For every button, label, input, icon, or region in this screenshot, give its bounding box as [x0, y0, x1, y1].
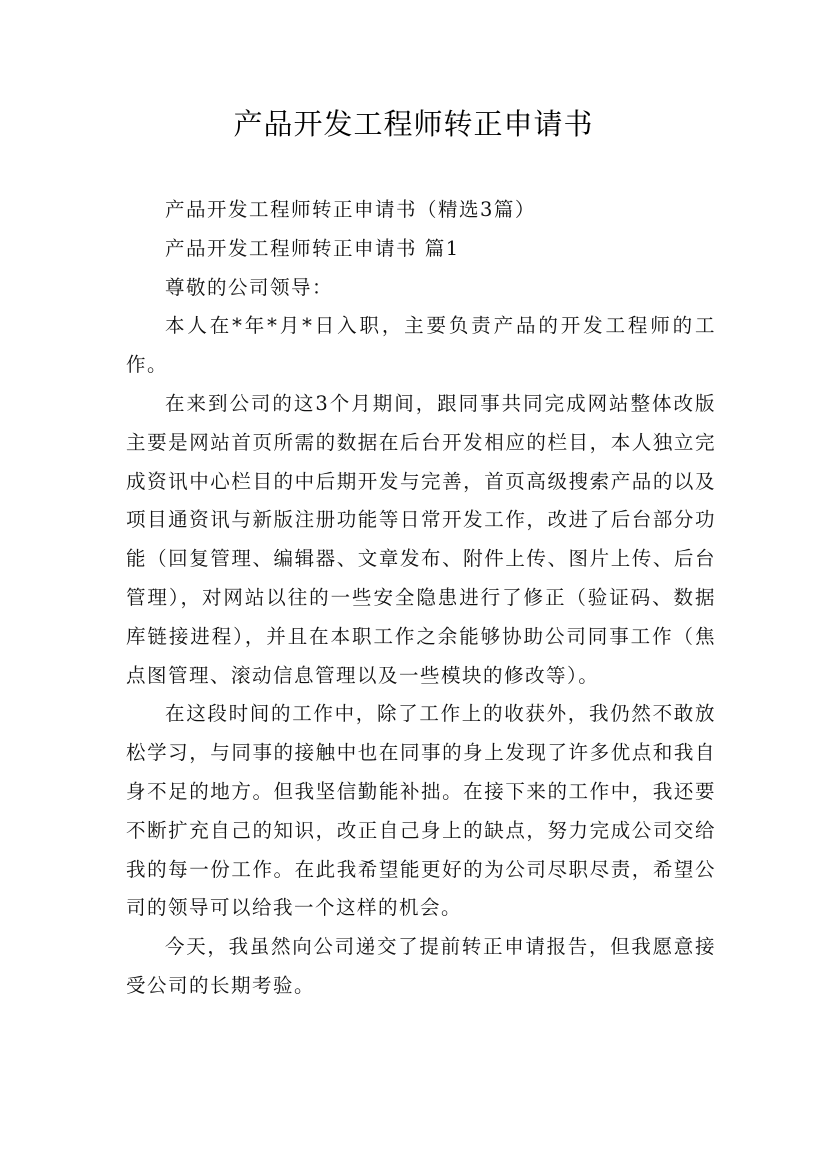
document-body	[126, 191, 716, 1006]
paragraph: 在来到公司的这3个月期间，跟同事共同完成网站整体改版主要是网站首页所需的数据在后台开发相应的栏目，本人独立完成资讯中心栏目的中后期开发与完善，首页高级搜索产品的以及项目通资讯与新版注册功能等日常开发工作，改进了后台部分功能（回复管理、编辑器、文章发布、附件上传、图片上传、后台管理），对网站以往的一些安全隐患进行了修正（验证码、数据库链接进程），并且在本职工作之余能够协助公司同事工作（焦点图管理、滚动信息管理以及一些模块的修改等）。	[126, 391, 716, 687]
paragraph: 在这段时间的工作中，除了工作上的收获外，我仍然不敢放松学习，与同事的接触中也在同事的身上发现了许多优点和我自身不足的地方。但我坚信勤能补拙。在接下来的工作中，我还要不断扩充自己的知识，改正自己身上的缺点，努力完成公司交给我的每一份工作。在此我希望能更好的为公司尽职尽责，希望公司的领导可以给我一个这样的机会。	[126, 702, 716, 920]
paragraph: 本人在*年*月*日入职，主要负责产品的开发工程师的工作。	[126, 314, 716, 377]
paragraph-section-heading: 产品开发工程师转正申请书 篇1	[165, 236, 460, 260]
paragraph-subtitle: 产品开发工程师转正申请书（精选3篇）	[165, 198, 536, 221]
document-title: 产品开发工程师转正申请书	[233, 107, 594, 141]
paragraph-salutation: 尊敬的公司领导：	[165, 275, 334, 299]
paragraph: 今天，我虽然向公司递交了提前转正申请报告，但我愿意接受公司的长期考验。	[126, 935, 716, 997]
